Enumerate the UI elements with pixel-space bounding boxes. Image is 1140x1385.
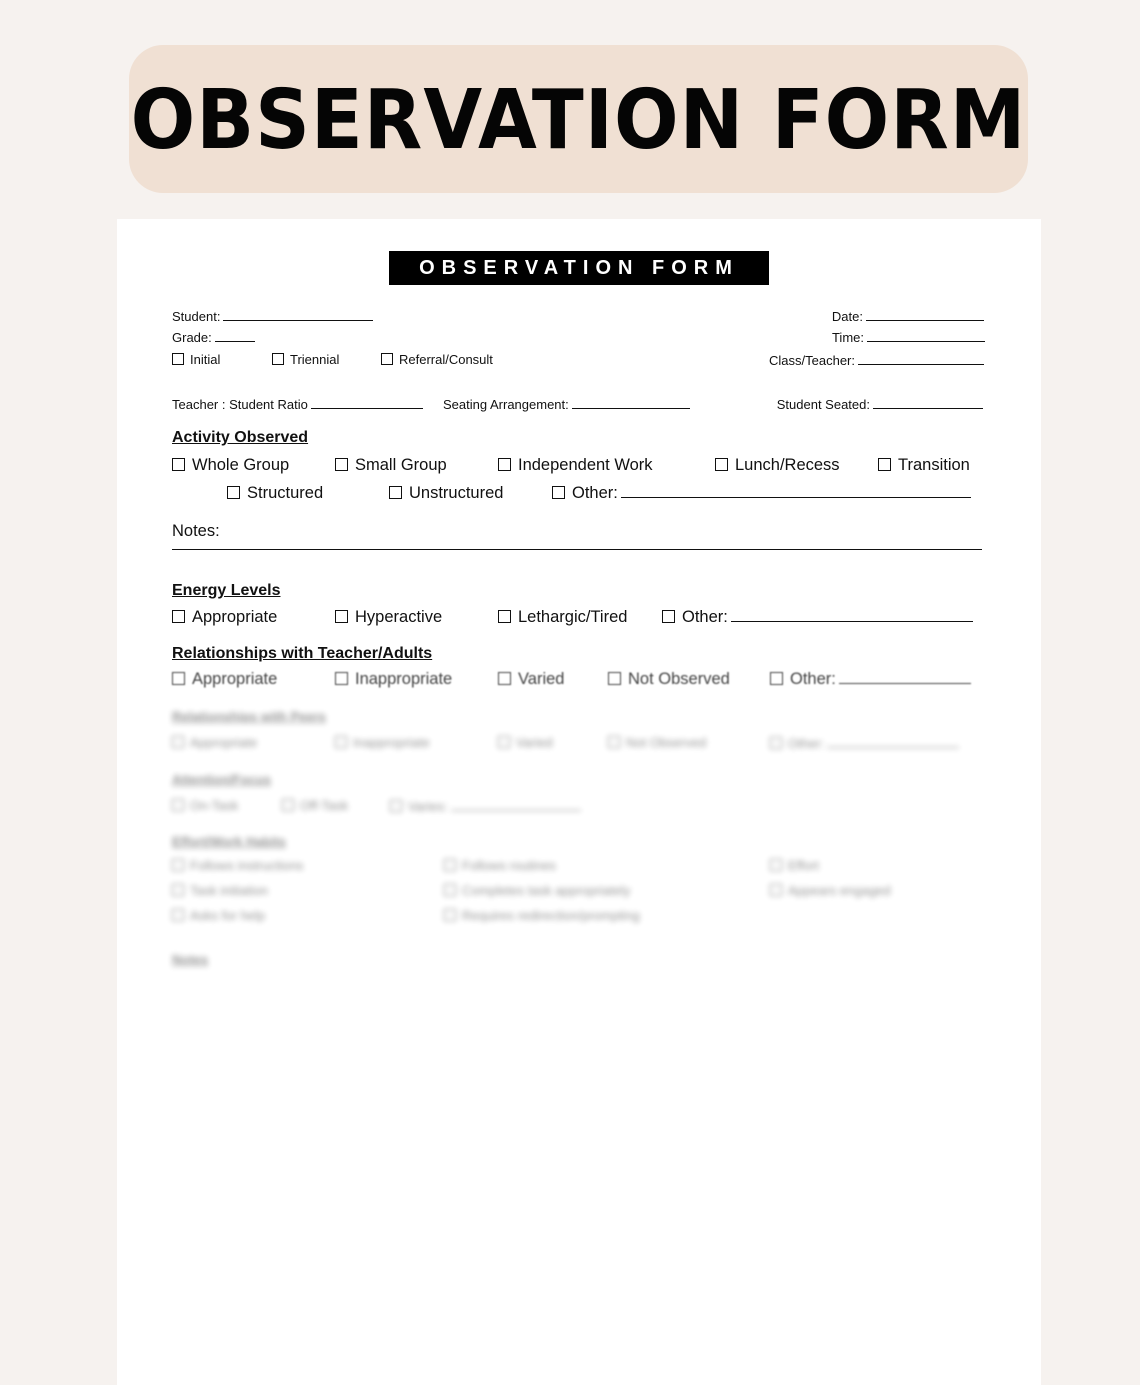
checkbox-initial[interactable]: Initial: [172, 352, 220, 367]
notes-label: Notes:: [172, 522, 220, 540]
relationships-adults-heading: Relationships with Teacher/Adults: [172, 645, 433, 662]
checkbox-icon: [172, 353, 184, 365]
seated-field[interactable]: [777, 396, 983, 412]
activity-small-group[interactable]: Small Group: [335, 456, 447, 475]
checkbox-icon: [172, 736, 184, 748]
activity-other[interactable]: Other:: [552, 484, 971, 503]
peers-inappropriate[interactable]: Inappropriate: [335, 735, 430, 750]
checkbox-icon: [172, 799, 184, 811]
peers-not-observed[interactable]: Not Observed: [608, 735, 706, 750]
checkbox-icon: [770, 884, 782, 896]
checkbox-icon: [498, 458, 511, 471]
checkbox-icon: [282, 799, 294, 811]
checkbox-icon: [662, 610, 675, 623]
banner-title: OBSERVATION FORM: [130, 70, 1027, 168]
time-label: Time:: [831, 330, 864, 345]
ratio-label: Teacher : Student Ratio: [172, 397, 308, 412]
class-teacher-label: Class/Teacher:: [769, 353, 855, 368]
adults-not-observed[interactable]: Not Observed: [608, 670, 730, 689]
checkbox-icon: [444, 859, 456, 871]
eval-type-group: [172, 352, 493, 367]
checkbox-icon: [227, 486, 240, 499]
checkbox-icon: [498, 736, 510, 748]
grade-field[interactable]: [172, 329, 255, 345]
checkbox-icon: [172, 458, 185, 471]
checkbox-icon: [172, 909, 184, 921]
checkbox-icon: [272, 353, 284, 365]
effort-follows-instructions[interactable]: Follows instructions: [172, 858, 303, 873]
attention-heading: Attention/Focus: [172, 772, 271, 787]
form-sheet: [117, 219, 1041, 1385]
checkbox-icon: [608, 672, 621, 685]
checkbox-icon: [335, 610, 348, 623]
checkbox-icon: [172, 884, 184, 896]
adults-appropriate[interactable]: Appropriate: [172, 670, 277, 689]
date-label: Date:: [831, 309, 863, 324]
title-banner: [129, 45, 1028, 193]
activity-heading: Activity Observed: [172, 429, 309, 446]
seating-field[interactable]: [443, 396, 690, 412]
peers-varied[interactable]: Varied: [498, 735, 553, 750]
grade-label: Grade:: [172, 330, 212, 345]
checkbox-icon: [381, 353, 393, 365]
checkbox-icon: [389, 486, 402, 499]
form-title-bar: OBSERVATION FORM: [389, 251, 769, 285]
checkbox-referral[interactable]: Referral/Consult: [381, 352, 493, 367]
effort-heading: Effort/Work Habits: [172, 834, 286, 849]
seated-label: Student Seated:: [776, 397, 870, 412]
checkbox-triennial[interactable]: Triennial: [272, 352, 339, 367]
notes2-label: Notes: [172, 952, 209, 967]
adults-inappropriate[interactable]: Inappropriate: [335, 670, 452, 689]
date-field[interactable]: [832, 308, 984, 324]
seating-label: Seating Arrangement:: [443, 397, 569, 412]
checkbox-icon: [770, 737, 782, 749]
activity-lunch-recess[interactable]: Lunch/Recess: [715, 456, 840, 475]
effort-asks-for-help[interactable]: Asks for help: [172, 908, 265, 923]
effort-follows-routines[interactable]: Follows routines: [444, 858, 556, 873]
adults-other[interactable]: Other:: [770, 670, 971, 689]
class-teacher-field[interactable]: [769, 352, 984, 368]
energy-heading: Energy Levels: [172, 582, 281, 599]
student-label: Student:: [172, 309, 221, 324]
energy-hyperactive[interactable]: Hyperactive: [335, 608, 442, 627]
attention-on-task[interactable]: On-Task: [172, 798, 238, 813]
checkbox-icon: [498, 672, 511, 685]
ratio-field[interactable]: [172, 396, 423, 412]
checkbox-icon: [335, 458, 348, 471]
time-field[interactable]: [832, 329, 985, 345]
adults-varied[interactable]: Varied: [498, 670, 564, 689]
effort-task-initiation[interactable]: Task initiation: [172, 883, 268, 898]
checkbox-icon: [715, 458, 728, 471]
checkbox-icon: [390, 800, 402, 812]
checkbox-icon: [608, 736, 620, 748]
effort-effort[interactable]: Effort: [770, 858, 819, 873]
checkbox-icon: [770, 859, 782, 871]
student-field[interactable]: [172, 308, 373, 324]
energy-other[interactable]: Other:: [662, 608, 973, 627]
checkbox-icon: [878, 458, 891, 471]
activity-structured[interactable]: Structured: [227, 484, 323, 503]
effort-appears-engaged[interactable]: Appears engaged: [770, 883, 891, 898]
checkbox-icon: [498, 610, 511, 623]
notes-line[interactable]: [172, 549, 982, 550]
checkbox-icon: [770, 672, 783, 685]
attention-varies[interactable]: Varies:: [390, 798, 581, 814]
activity-whole-group[interactable]: Whole Group: [172, 456, 289, 475]
energy-lethargic[interactable]: Lethargic/Tired: [498, 608, 627, 627]
activity-unstructured[interactable]: Unstructured: [389, 484, 503, 503]
energy-appropriate[interactable]: Appropriate: [172, 608, 277, 627]
checkbox-icon: [335, 672, 348, 685]
checkbox-icon: [172, 610, 185, 623]
peers-other[interactable]: Other:: [770, 735, 959, 751]
effort-completes-task[interactable]: Completes task appropriately: [444, 883, 630, 898]
checkbox-icon: [552, 486, 565, 499]
peers-appropriate[interactable]: Appropriate: [172, 735, 257, 750]
checkbox-icon: [444, 909, 456, 921]
effort-requires-redirection[interactable]: Requires redirection/prompting: [444, 908, 640, 923]
attention-off-task[interactable]: Off-Task: [282, 798, 348, 813]
checkbox-icon: [172, 672, 185, 685]
relationships-peers-heading: Relationships with Peers: [172, 709, 326, 724]
activity-transition[interactable]: Transition: [878, 456, 970, 475]
activity-independent-work[interactable]: Independent Work: [498, 456, 653, 475]
checkbox-icon: [444, 884, 456, 896]
checkbox-icon: [172, 859, 184, 871]
checkbox-icon: [335, 736, 347, 748]
